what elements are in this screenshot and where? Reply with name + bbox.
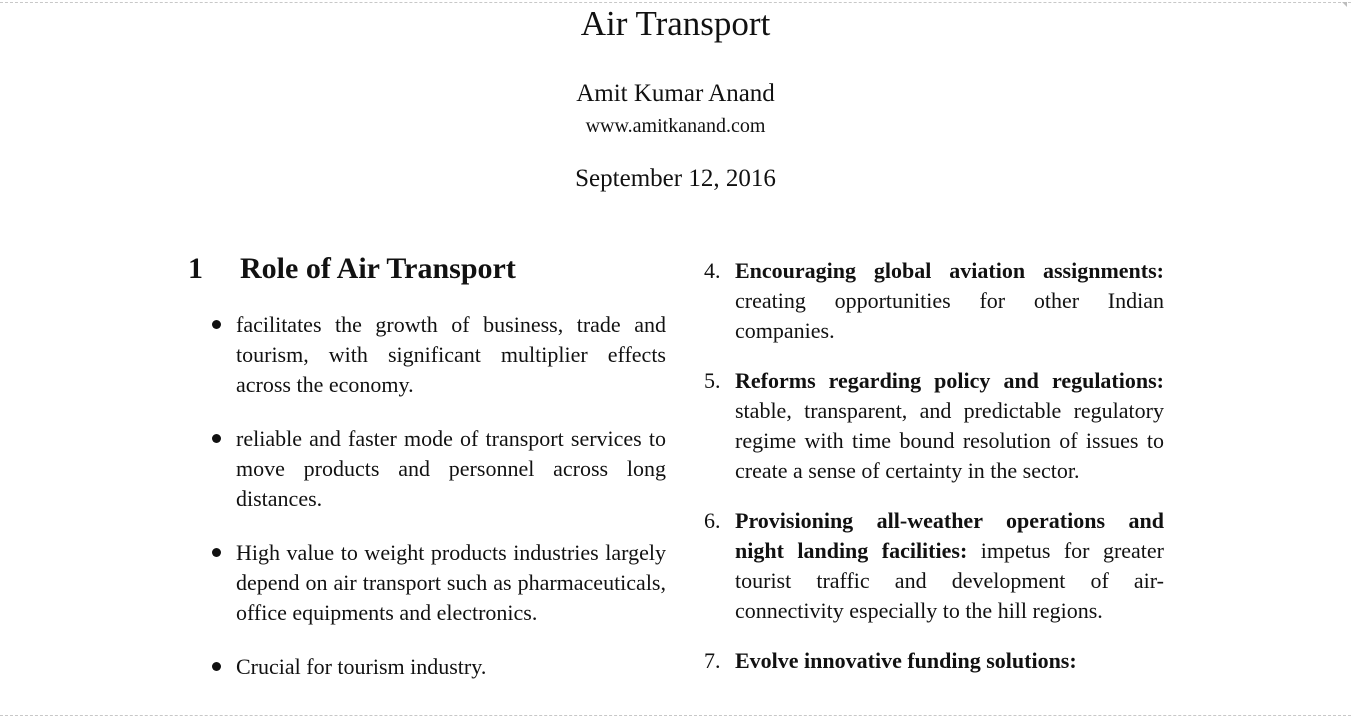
item-number: 7. [704,648,721,673]
enumerated-item [700,366,1164,486]
document-title: Air Transport [580,4,771,43]
item-text: impetus for greater tourist traffic and development of air-connectivity especially to the hill regions. [735,538,1164,623]
enumerated-item [700,506,1164,626]
bullet-list [188,310,666,682]
list-item-text: reliable and faster mode of transport services to move products and personnel across long distances. [236,426,666,511]
item-heading: Reforms regarding policy and regulations: [735,368,1164,393]
list-item-text: facilitates the growth of business, trade and tourism, with significant multiplier effects across the economy. [236,312,666,397]
item-body [735,646,1164,676]
list-item [188,310,666,400]
item-heading: Evolve innovative funding solutions: [735,648,1077,673]
page-bottom-border [0,715,1351,716]
enumerated-item [700,646,1164,676]
section-title: Role of Air Transport [240,252,516,285]
item-number: 4. [704,258,721,283]
item-body [735,256,1164,346]
item-number: 5. [704,368,721,393]
item-number: 6. [704,508,721,533]
document-date: September 12, 2016 [575,165,776,192]
left-column [188,250,666,706]
item-heading: Encouraging global aviation assignments: [735,258,1164,283]
bullet-icon [212,662,221,671]
section-heading [188,250,666,288]
bullet-icon [212,320,221,329]
list-item-text: Crucial for tourism industry. [236,654,487,679]
item-body [735,506,1164,626]
item-text: creating opportunities for other Indian companies. [735,288,1164,343]
section-number: 1 [188,252,203,285]
item-heading: Provisioning all-weather operations and night landing facilities: [735,508,1164,563]
list-item [188,652,666,682]
enumerated-list [700,256,1164,676]
bullet-icon [212,434,221,443]
list-item [188,538,666,628]
item-text: stable, transparent, and predictable regulatory regime with time bound resolution of issues to create a sense of certainty in the sector. [735,398,1164,483]
author-website: www.amitkanand.com [585,115,766,137]
right-column [700,256,1164,696]
page-top-border [0,2,1351,3]
bullet-icon [212,548,221,557]
document-author: Amit Kumar Anand [576,80,775,107]
list-item [188,424,666,514]
enumerated-item [700,256,1164,346]
list-item-text: High value to weight products industries largely depend on air transport such as pharmaceuticals, office equipments and electronics. [236,540,666,625]
item-body [735,366,1164,486]
